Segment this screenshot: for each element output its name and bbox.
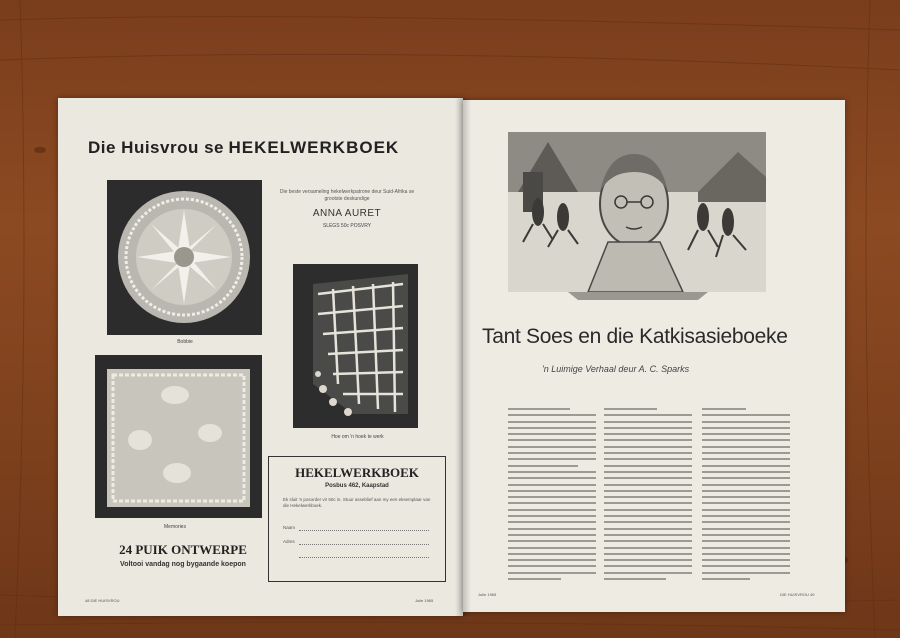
left-footer-page-number: 48 DIE HUISVROU — [85, 598, 120, 603]
coupon-address-label: Adres — [283, 539, 295, 544]
order-coupon — [268, 456, 446, 582]
coupon-address: Posbus 462, Kaapstad — [325, 483, 389, 489]
title-main: HEKELWERKBOEK — [228, 138, 400, 157]
tablecloth-image — [95, 355, 262, 518]
coupon-text: Ek sluit 'n posorder vir 50c in. Stuur asseblief aan my een eksemplaar van die Hekelwerkboek. — [283, 497, 431, 508]
right-footer-page-number: DIE HUISVROU 49 — [780, 592, 815, 597]
article-column-2 — [604, 408, 692, 583]
story-subtitle: 'n Luimige Verhaal deur A. C. Sparks — [542, 364, 690, 374]
doily-image — [107, 180, 262, 335]
caption-corner: Hoe om 'n hoek te werk — [331, 434, 384, 440]
tablecloth-photo — [95, 355, 262, 518]
promo-text: Voltooi vandag nog bygaande koepon — [120, 561, 246, 568]
advertisement-description: Die beste versameling hekelwerkpatrone deur Suid-Afrika se grootste deskundige — [279, 189, 415, 202]
coupon-address-line-1 — [299, 544, 429, 545]
lace-corner-image — [293, 264, 418, 428]
story-title: Tant Soes en die Katkisasieboeke — [482, 325, 788, 348]
coupon-name-label: Naam — [283, 525, 296, 530]
lace-corner-photo — [293, 264, 418, 428]
promo-title: 24 PUIK ONTWERPE — [119, 542, 247, 557]
title-prefix: Die Huisvrou se — [88, 138, 224, 157]
price-note: SLEGS 50c POSVRY — [322, 223, 372, 229]
article-column-1 — [508, 408, 596, 583]
left-footer-date: Julie 1965 — [415, 598, 434, 603]
advertisement-title — [88, 138, 448, 158]
coupon-title: HEKELWERKBOEK — [295, 465, 419, 480]
right-footer-date: Julie 1965 — [478, 592, 497, 597]
author-name: ANNA AURET — [312, 208, 382, 219]
article-column-3 — [702, 408, 790, 583]
magazine-spine — [455, 98, 471, 616]
coupon-name-line — [299, 530, 429, 531]
caption-memories: Memories — [164, 524, 186, 530]
caption-bobbie: Bobbie — [177, 339, 193, 345]
coupon-address-line-2 — [299, 557, 429, 558]
doily-photo — [107, 180, 262, 335]
story-illustration — [508, 132, 766, 302]
